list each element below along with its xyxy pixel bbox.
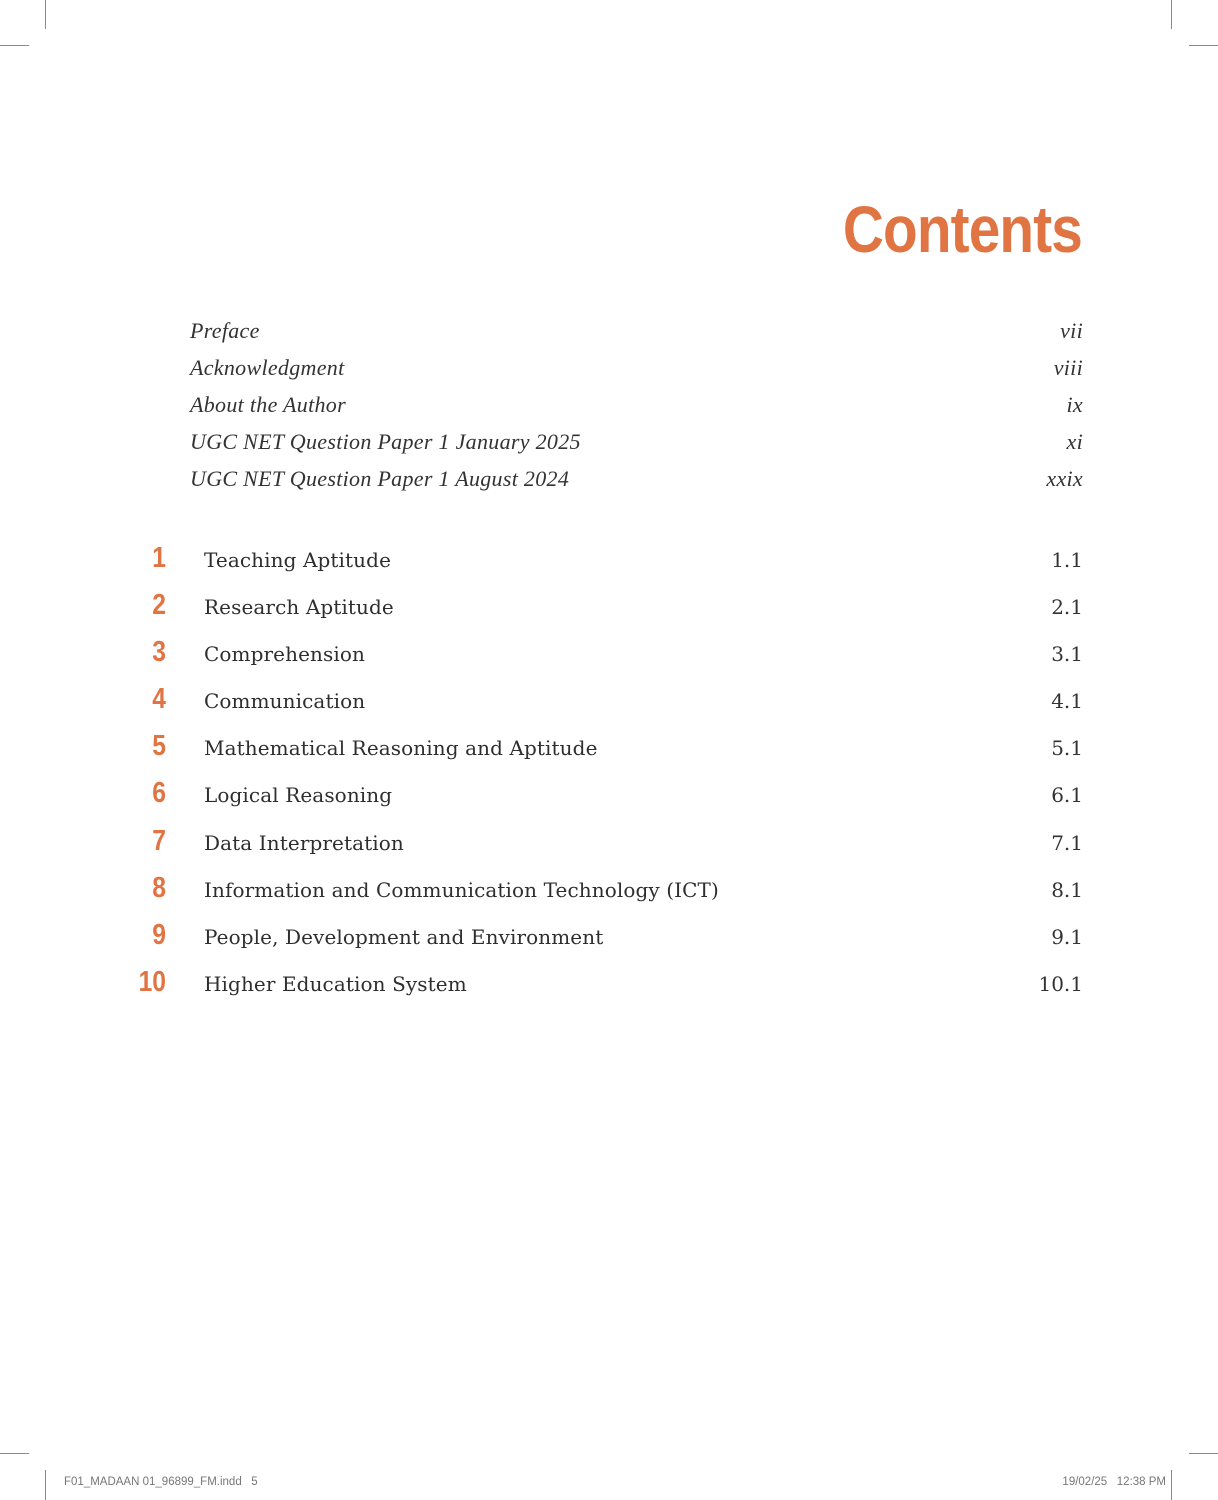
front-matter-list: [190, 318, 1083, 503]
toc-entry-page: viii: [1053, 355, 1083, 380]
toc-entry-label: Acknowledgment: [190, 355, 345, 380]
chapter-page: 4.1: [1051, 689, 1083, 714]
chapter-number: 1: [152, 542, 166, 574]
page-title: Contents: [842, 192, 1082, 266]
crop-mark-top-left-horizontal: [0, 45, 29, 46]
chapter-title: Logical Reasoning: [204, 783, 393, 808]
chapter-entry[interactable]: [130, 872, 1083, 919]
chapter-title: Research Aptitude: [204, 595, 394, 620]
chapter-number: 4: [152, 683, 166, 716]
chapter-title: Communication: [204, 689, 366, 714]
chapter-page: 3.1: [1051, 642, 1083, 667]
chapter-entry[interactable]: [130, 919, 1083, 966]
chapter-list: [130, 542, 1083, 1013]
crop-mark-bottom-right-horizontal: [1189, 1453, 1218, 1454]
chapter-entry[interactable]: [130, 683, 1083, 730]
chapter-number: 5: [152, 730, 166, 763]
chapter-number: 8: [152, 871, 166, 904]
chapter-title: Comprehension: [204, 642, 365, 667]
toc-entry-label: Preface: [190, 318, 260, 343]
toc-entry-page: vii: [1060, 318, 1083, 343]
slug-timestamp: 19/02/25 12:38 PM: [1062, 1476, 1166, 1488]
crop-mark-bottom-left-horizontal: [0, 1453, 29, 1454]
chapter-page: 7.1: [1051, 830, 1083, 855]
toc-entry-preface[interactable]: [190, 318, 1083, 355]
toc-entry-question-paper-aug-2024[interactable]: [190, 466, 1083, 503]
chapter-title: Data Interpretation: [204, 830, 404, 855]
toc-entry-question-paper-jan-2025[interactable]: [190, 429, 1083, 466]
chapter-number: 3: [152, 636, 166, 669]
crop-mark-top-left-vertical: [45, 0, 46, 29]
chapter-page: 5.1: [1051, 736, 1083, 761]
chapter-title: People, Development and Environment: [204, 924, 604, 949]
toc-entry-label: UGC NET Question Paper 1 August 2024: [190, 466, 570, 491]
chapter-number: 7: [152, 824, 166, 857]
chapter-title: Teaching Aptitude: [204, 548, 392, 572]
toc-entry-acknowledgment[interactable]: [190, 355, 1083, 392]
chapter-entry[interactable]: [130, 966, 1083, 1013]
chapter-number: 9: [152, 918, 166, 951]
crop-mark-top-right-horizontal: [1189, 45, 1218, 46]
chapter-entry[interactable]: [130, 730, 1083, 777]
toc-entry-label: UGC NET Question Paper 1 January 2025: [190, 429, 581, 454]
toc-entry-page: ix: [1066, 392, 1083, 417]
chapter-page: 2.1: [1051, 595, 1083, 620]
chapter-number: 10: [138, 965, 166, 998]
chapter-entry[interactable]: [130, 589, 1083, 636]
chapter-number: 2: [152, 589, 166, 622]
chapter-page: 1.1: [1051, 548, 1083, 572]
crop-mark-bottom-left-vertical: [45, 1470, 46, 1500]
chapter-number: 6: [152, 777, 166, 810]
chapter-title: Higher Education System: [204, 971, 467, 996]
chapter-entry[interactable]: [130, 777, 1083, 824]
crop-mark-bottom-right-vertical: [1171, 1470, 1172, 1500]
chapter-page: 10.1: [1038, 971, 1083, 996]
chapter-entry[interactable]: [130, 825, 1083, 872]
toc-entry-label: About the Author: [190, 392, 346, 417]
chapter-page: 9.1: [1051, 924, 1083, 949]
chapter-page: 8.1: [1051, 877, 1083, 902]
chapter-title: Mathematical Reasoning and Aptitude: [204, 736, 598, 761]
chapter-entry[interactable]: [130, 542, 1083, 589]
crop-mark-top-right-vertical: [1171, 0, 1172, 29]
chapter-page: 6.1: [1051, 783, 1083, 808]
slug-filename: F01_MADAAN 01_96899_FM.indd 5: [64, 1476, 258, 1488]
toc-entry-page: xi: [1066, 429, 1083, 454]
chapter-entry[interactable]: [130, 636, 1083, 683]
toc-entry-page: xxix: [1046, 466, 1083, 491]
chapter-title: Information and Communication Technology (ICT): [204, 877, 719, 902]
toc-entry-about-the-author[interactable]: [190, 392, 1083, 429]
